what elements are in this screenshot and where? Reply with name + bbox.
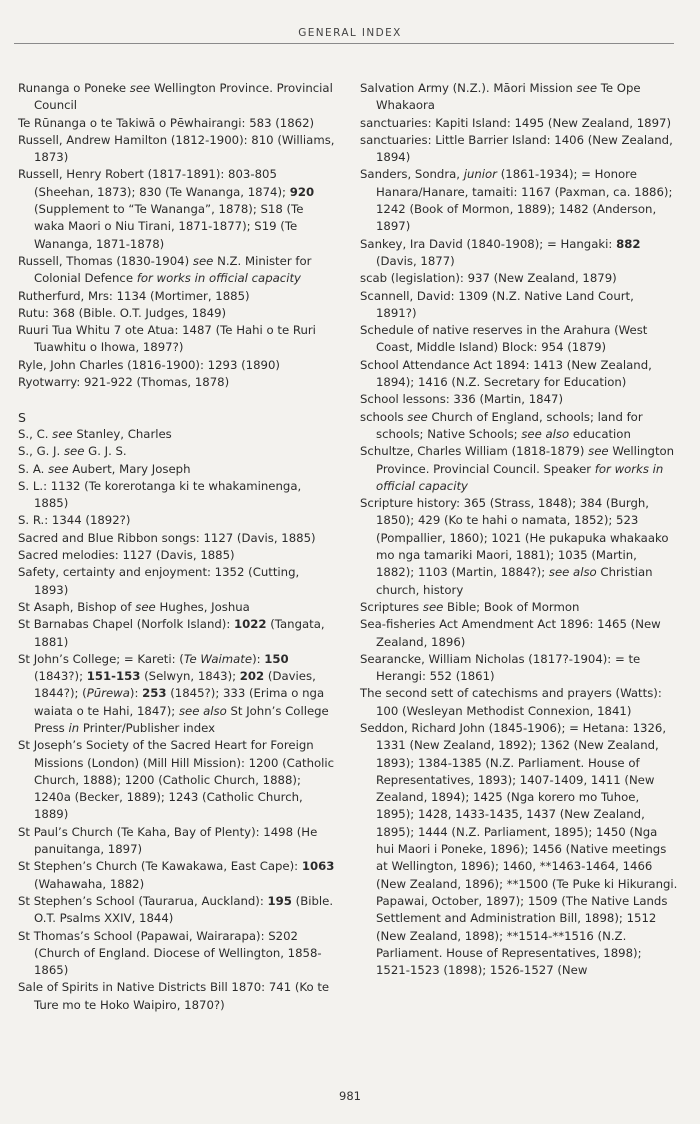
index-entry: [360, 391, 678, 408]
page-number: 981: [339, 1089, 361, 1103]
entry-text: see: [63, 444, 85, 459]
entry-text: Scripture history: 365 (Strass, 1848); 384 (Burgh, 1850); 429 (Ko te hahi o namata, 1852); 523 (Pompallier, 1860); 1021 (He pukapuka whakaako mo nga tamariki Maori, 1881); 1035 (Martin, 1882); 1103 (Martin, 1884?);: [360, 496, 669, 580]
index-entry: [18, 824, 336, 859]
entry-text: (1861-1934); = Honore Hanara/Hanare, tamaiti: 1167 (Paxman, ca. 1886); 1242 (Book of Mormon, 1889); 1482 (Anderson, 1897): [376, 167, 673, 234]
entry-text: see: [52, 426, 73, 441]
entry-text: Scannell, David: 1309 (N.Z. Native Land Court, 1891?): [360, 288, 634, 320]
index-entry: [18, 166, 336, 252]
entry-text: Sanders, Sondra,: [360, 167, 464, 182]
entry-text: Ryle, John Charles (1816-1900): 1293 (1890): [18, 357, 280, 372]
entry-text: Searancke, William Nicholas (1817?-1904): = te Herangi: 552 (1861): [360, 651, 641, 684]
entry-text: 1022: [234, 617, 267, 632]
entry-text: School lessons: 336 (Martin, 1847): [360, 392, 564, 407]
index-entry: [18, 443, 336, 460]
entry-text: sanctuaries: Kapiti Island: 1495 (New Zealand, 1897): [360, 115, 672, 130]
entry-text: Te Waimate: [183, 651, 253, 666]
index-entry: [360, 322, 678, 357]
entry-text: scab (legislation): 937 (New Zealand, 1879): [360, 271, 617, 286]
entry-text: Aubert, Mary Joseph: [68, 461, 191, 476]
entry-text: St Thomas’s School (Papawai, Wairarapa): S202 (Church of England. Diocese of Wellington, 1858-1865): [18, 928, 322, 978]
entry-text: 195: [267, 893, 292, 908]
entry-text: 253: [142, 686, 167, 701]
entry-text: (Selwyn, 1843);: [140, 669, 240, 684]
entry-text: Te Ope Whakaora: [376, 81, 641, 113]
entry-text: S. A.: [18, 461, 49, 476]
index-entry: [360, 720, 678, 979]
entry-text: see: [48, 461, 69, 476]
index-entry: [360, 236, 678, 271]
index-entry: [18, 512, 336, 529]
index-entry: [360, 616, 678, 651]
entry-text: 151-153: [86, 669, 141, 684]
index-entry: [18, 357, 336, 374]
entry-text: N.Z. Minister for Colonial Defence: [34, 253, 312, 286]
index-entry: [360, 409, 678, 444]
entry-text: Safety, certainty and enjoyment: 1352 (Cutting, 1893): [18, 565, 300, 597]
entry-text: Russell, Thomas (1830-1904): [18, 253, 193, 268]
index-entry: [18, 616, 336, 651]
entry-text: Wellington Province. Provincial Council. Speaker: [376, 444, 675, 476]
entry-text: S., C.: [18, 426, 53, 441]
index-entry: [18, 461, 336, 478]
section-letter: S: [18, 409, 26, 425]
entry-text: for works in official capacity: [136, 271, 301, 286]
entry-text: Ryotwarry: 921-922 (Thomas, 1878): [18, 375, 230, 390]
running-header: GENERAL INDEX: [298, 27, 402, 39]
entry-text: 1063: [301, 859, 335, 874]
index-entry: [360, 288, 678, 323]
entry-text: ):: [129, 686, 143, 701]
entry-text: see also: [548, 565, 597, 580]
entry-text: education: [569, 426, 631, 441]
entry-text: sanctuaries: Little Barrier Island: 1406 (New Zealand, 1894): [360, 132, 673, 165]
entry-text: schools: [360, 409, 408, 424]
index-entry: [18, 478, 336, 513]
entry-text: for works in official capacity: [376, 461, 664, 493]
entry-text: S. R.: 1344 (1892?): [18, 513, 131, 528]
index-entry: [18, 288, 336, 305]
entry-text: Wellington Province. Provincial Council: [34, 81, 333, 113]
index-entry: [18, 305, 336, 322]
index-entry: [360, 443, 678, 495]
entry-text: St Paul’s Church (Te Kaha, Bay of Plenty): 1498 (He panuitanga, 1897): [18, 824, 318, 857]
index-entry: [18, 928, 336, 980]
index-entry: [360, 599, 678, 616]
index-entry: [360, 270, 678, 287]
entry-text: St Joseph’s Society of the Sacred Heart for Foreign Missions (London) (Mill Hill Mission): 1200 (Catholic Church, 1888); 1200 (Catholic Church, 1888); 1240a (Becker, 1889); 1243 (Catholic Church, 1889): [18, 738, 335, 822]
entry-text: The second sett of catechisms and prayers (Watts): 100 (Wesleyan Methodist Connexion, 1841): [360, 686, 662, 718]
index-entry: [360, 132, 678, 167]
entry-text: St Barnabas Chapel (Norfolk Island):: [18, 617, 234, 632]
index-entry: [18, 80, 336, 115]
left-index-column: [18, 80, 336, 1014]
entry-text: see: [135, 599, 156, 614]
entry-text: (1845?); 333 (Erima o nga waiata o te Hahi, 1847);: [34, 686, 325, 718]
entry-text: Church of England, schools; land for schools; Native Schools;: [376, 409, 643, 441]
entry-text: 920: [289, 184, 315, 199]
entry-text: Pūrewa: [86, 686, 130, 701]
index-entry: [18, 322, 336, 357]
entry-text: (Wahawaha, 1882): [34, 876, 145, 891]
entry-text: junior: [463, 167, 497, 182]
entry-text: School Attendance Act 1894: 1413 (New Zealand, 1894); 1416 (N.Z. Secretary for Education): [360, 357, 652, 390]
entry-text: see: [576, 81, 598, 95]
entry-text: 202: [239, 669, 265, 684]
entry-text: St John’s College; = Kareti: (: [18, 651, 184, 666]
index-entry: [18, 374, 336, 391]
index-entry: [18, 893, 336, 928]
entry-text: (Davis, 1877): [376, 253, 455, 268]
entry-text: (Bible. O.T. Psalms XXIV, 1844): [34, 893, 334, 926]
index-entry: [18, 858, 336, 893]
index-entry: [18, 426, 336, 443]
entry-text: Salvation Army (N.Z.). Māori Mission: [360, 81, 577, 95]
entry-text: Rutu: 368 (Bible. O.T. Judges, 1849): [18, 305, 227, 320]
entry-text: Rutherfurd, Mrs: 1134 (Mortimer, 1885): [18, 288, 250, 303]
index-entry: [18, 979, 336, 1014]
index-entry: [18, 651, 336, 737]
entry-text: see: [407, 409, 428, 424]
entry-text: Scriptures: [360, 599, 423, 614]
entry-text: (Supplement to “Te Wananga”, 1878); S18 (Te waka Maori o Niu Tirani, 1871-1877); S19 (Te Wananga, 1871-1878): [34, 202, 304, 251]
entry-text: ):: [252, 651, 265, 666]
entry-text: see: [422, 599, 444, 614]
entry-text: Sankey, Ira David (1840-1908); = Hangaki:: [360, 236, 617, 251]
entry-text: Sacred melodies: 1127 (Davis, 1885): [18, 548, 235, 563]
index-entry: [360, 115, 678, 132]
index-entry: [360, 651, 678, 686]
entry-text: see also: [178, 703, 227, 718]
index-entry: [18, 132, 336, 167]
entry-text: 150: [264, 651, 289, 666]
entry-text: G. J. S.: [84, 444, 127, 459]
header-rule: [14, 43, 674, 44]
entry-text: (1843?);: [34, 669, 87, 684]
index-entry: [360, 166, 678, 235]
index-entry: [18, 115, 336, 132]
entry-text: Sale of Spirits in Native Districts Bill 1870: 741 (Ko te Ture mo te Hoko Waipiro, 1870?): [18, 980, 330, 1012]
entry-text: 882: [616, 236, 641, 251]
index-entry: [360, 357, 678, 392]
entry-text: Bible; Book of Mormon: [443, 599, 580, 614]
entry-text: St John’s College Press: [34, 703, 329, 735]
entry-text: Te Rūnanga o te Takiwā o Pēwhairangi: 583 (1862): [18, 115, 315, 130]
entry-text: St Stephen’s School (Taurarua, Auckland):: [18, 893, 268, 908]
entry-text: see: [192, 253, 214, 268]
entry-text: S., G. J.: [18, 444, 64, 459]
index-entry: [18, 737, 336, 823]
entry-text: Christian church, history: [376, 565, 653, 597]
entry-text: St Asaph, Bishop of: [18, 599, 136, 614]
right-index-column: [360, 80, 678, 979]
entry-text: Printer/Publisher index: [79, 720, 216, 735]
entry-text: see: [129, 81, 151, 95]
index-entry: [18, 253, 336, 288]
entry-text: Ruuri Tua Whitu 7 ote Atua: 1487 (Te Hahi o te Ruri Tuawhitu o Ihowa, 1897?): [18, 323, 316, 355]
entry-text: Sea-fisheries Act Amendment Act 1896: 1465 (New Zealand, 1896): [360, 617, 661, 649]
entry-text: Seddon, Richard John (1845-1906); = Hetana: 1326, 1331 (New Zealand, 1892); 1362 (New Zealand, 1893); 1384-1385 (N.Z. Parliament. House of Representatives, 1893); 1407-1409, 1411 (New Zealand, 1894); 1425 (Nga korero mo Tuhoe, 1895); 1428, 1433-1435, 1437 (New Zealand, 1895); 1444 (N.Z. Parliament, 1895); 1450 (Nga hui Maori i Poneke, 1896); 1456 (Native meetings at Wellington, 1896); 1460, **1463-1464, 1466 (New Zealand, 1896); **1500 (Te Puke ki Hikurangi. Papawai, October, 1897); 1509 (The Native Lands Settlement and Administration Bill, 1898); 1512 (New Zealand, 1898); **1514-**1516 (N.Z. Parliament. House of Representatives, 1898); 1521-1523 (1898); 1526-1527 (New: [360, 720, 678, 978]
index-entry: [360, 495, 678, 599]
index-entry: [18, 530, 336, 547]
entry-text: see: [588, 444, 609, 459]
entry-text: (Davies, 1844?); (: [34, 669, 316, 701]
index-entry: [360, 685, 678, 720]
entry-text: Stanley, Charles: [72, 426, 172, 441]
index-entry: [18, 599, 336, 616]
section-spacer: [18, 391, 336, 408]
entry-text: (Tangata, 1881): [34, 617, 325, 649]
entry-text: Russell, Henry Robert (1817-1891): 803-805 (Sheehan, 1873); 830 (Te Wananga, 1874);: [18, 167, 290, 199]
entry-text: St Stephen’s Church (Te Kawakawa, East Cape):: [18, 859, 302, 874]
entry-text: Runanga o Poneke: [18, 81, 130, 95]
entry-text: S. L.: 1132 (Te korerotanga ki te whakaminenga, 1885): [18, 478, 302, 511]
entry-text: Schedule of native reserves in the Arahura (West Coast, Middle Island) Block: 954 (1879): [360, 323, 648, 355]
entry-text: see also: [521, 426, 570, 441]
entry-text: in: [68, 720, 80, 735]
index-entry: [18, 547, 336, 564]
entry-text: Sacred and Blue Ribbon songs: 1127 (Davis, 1885): [18, 530, 316, 545]
entry-text: Russell, Andrew Hamilton (1812-1900): 810 (Williams, 1873): [18, 132, 335, 165]
index-entry: [18, 564, 336, 599]
entry-text: Schultze, Charles William (1818-1879): [360, 444, 589, 459]
index-entry: [360, 80, 678, 115]
entry-text: Hughes, Joshua: [155, 599, 250, 614]
